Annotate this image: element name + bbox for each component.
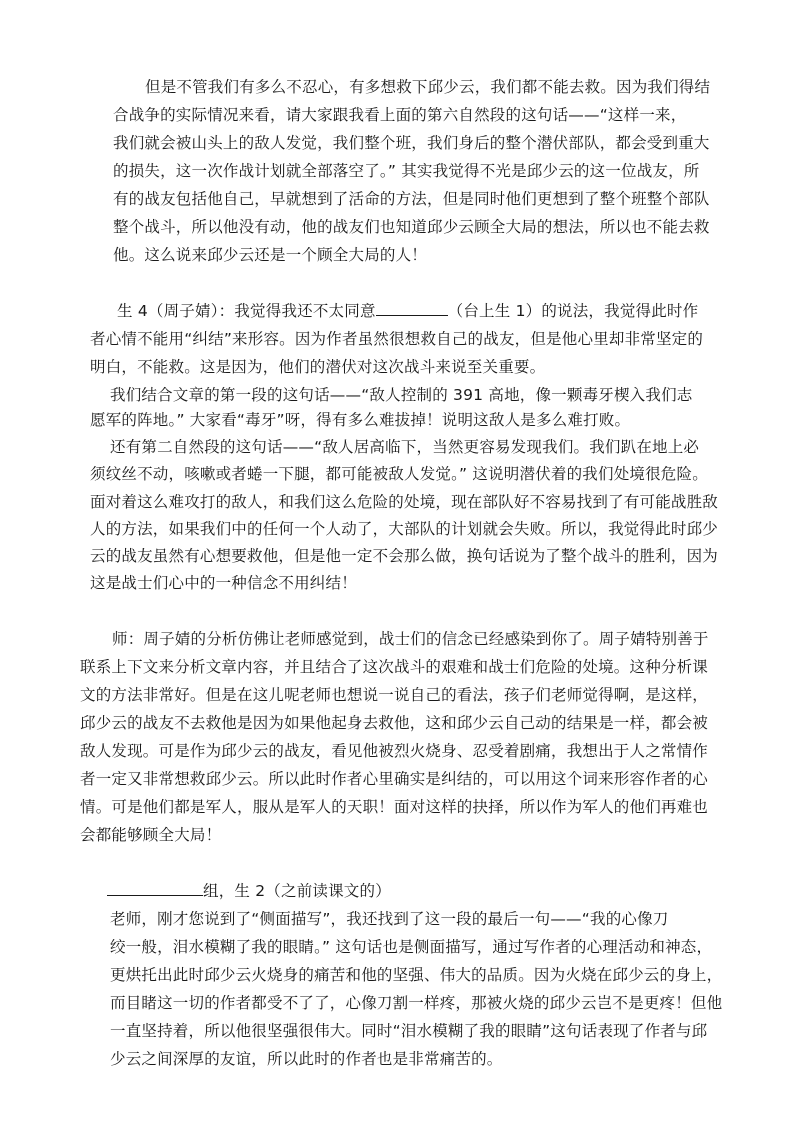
paragraph-2-line-1 (117, 297, 698, 325)
paragraph-4-line-5: 而目睹这一切的作者都受不了了，心像刀割一样疼，那被火烧的邱少云岂不是更疼！但他 (110, 994, 723, 1012)
paragraph-1-line-2: 合战争的实际情况来看，请大家跟我看上面的第六自然段的这句话——“这样一来， (113, 106, 687, 124)
paragraph-4-line-1 (107, 877, 391, 905)
paragraph-1-line-6: 整个战斗，所以他没有动，他的战友们也知道邱少云顾全大局的想法，所以也不能去救 (113, 218, 710, 236)
paragraph-1-line-1: 但是不管我们有多么不忍心，有多想救下邱少云，我们都不能去救。因为我们得结 (145, 78, 711, 96)
group-student-2-intro: 组，生 2（之前读课文的） (203, 882, 391, 900)
paragraph-4-line-2: 老师，刚才您说到了“侧面描写”，我还找到了这一段的最后一句——“我的心像刀 (110, 910, 669, 928)
paragraph-1-line-7: 他。这么说来邱少云还是一个顾全大局的人！ (113, 246, 428, 264)
paragraph-2-line-3: 明白，不能救。这是因为，他们的潜伏对这次战斗来说至关重要。 (90, 358, 546, 376)
paragraph-1-line-4: 的损失，这一次作战计划就全部落空了。” 其实我觉得不光是邱少云的这一位战友，所 (113, 162, 700, 180)
paragraph-3-line-5: 敌人发现。可是作为邱少云的战友，看见他被烈火烧身、忍受着剧痛，我想出于人之常情作 (80, 742, 709, 760)
student-4-intro: 生 4（周子婧）：我觉得我还不太同意 (117, 302, 376, 320)
paragraph-2-line-4: 我们结合文章的第一段的这句话——“敌人控制的 391 高地，像一颗毒牙楔入我们志 (110, 386, 693, 404)
paragraph-2-line-2: 者心情不能用“纠结”来形容。因为作者虽然很想救自己的战友，但是他心里却非常坚定的 (90, 330, 704, 348)
paragraph-2-line-5: 愿军的阵地。” 大家看“毒牙”呀，得有多么难拔掉！说明这敌人是多么难打败。 (90, 411, 631, 429)
paragraph-4-line-6: 一直坚持着，所以他很坚强很伟大。同时“泪水模糊了我的眼睛”这句话表现了作者与邱 (110, 1022, 708, 1040)
paragraph-3-line-6: 者一定又非常想救邱少云。所以此时作者心里确实是纠结的，可以用这个词来形容作者的心 (80, 770, 709, 788)
paragraph-2-line-11: 这是战士们心中的一种信念不用纠结！ (90, 574, 357, 592)
paragraph-3-line-4: 邱少云的战友不去救他是因为如果他起身去救他，这和邱少云自己动的结果是一样，都会被 (80, 714, 709, 732)
paragraph-3-line-1: 师：周子婧的分析仿佛让老师感觉到，战士们的信念已经感染到你了。周子婧特别善于 (112, 630, 709, 648)
student-1-reference: （台上生 1）的说法，我觉得此时作 (447, 302, 699, 320)
paragraph-3-line-2: 联系上下文来分析文章内容，并且结合了这次战斗的艰难和战士们危险的处境。这种分析课 (80, 658, 709, 676)
paragraph-2-line-6: 还有第二自然段的这句话——“敌人居高临下，当然更容易发现我们。我们趴在地上必 (110, 438, 700, 456)
paragraph-2-line-8: 面对着这么难攻打的敌人，和我们这么危险的处境，现在部队好不容易找到了有可能战胜敌 (90, 493, 719, 511)
paragraph-4-line-7: 少云之间深厚的友谊，所以此时的作者也是非常痛苦的。 (110, 1050, 503, 1068)
paragraph-3-line-7: 情。可是他们都是军人，服从是军人的天职！面对这样的抉择，所以作为军人的他们再难也 (80, 798, 709, 816)
paragraph-4-line-4: 更烘托出此时邱少云火烧身的痛苦和他的坚强、伟大的品质。因为火烧在邱少云的身上， (110, 966, 723, 984)
paragraph-2-line-7: 须纹丝不动，咳嗽或者蜷一下腿，都可能被敌人发觉。” 这说明潜伏着的我们处境很危险。 (90, 465, 708, 483)
fill-in-blank (376, 299, 448, 316)
paragraph-3-line-3: 文的方法非常好。但是在这儿呢老师也想说一说自己的看法，孩子们老师觉得啊，是这样， (80, 686, 709, 704)
paragraph-1-line-3: 我们就会被山头上的敌人发觉，我们整个班，我们身后的整个潜伏部队，都会受到重大 (113, 134, 710, 152)
paragraph-2-line-10: 云的战友虽然有心想要救他，但是他一定不会那么做，换句话说为了整个战斗的胜利，因为 (90, 547, 719, 565)
paragraph-1-line-5: 有的战友包括他自己，早就想到了活命的方法，但是同时他们更想到了整个班整个部队 (113, 190, 710, 208)
paragraph-3-line-8: 会都能够顾全大局！ (80, 826, 222, 844)
paragraph-4-line-3: 绞一般，泪水模糊了我的眼睛。” 这句话也是侧面描写，通过写作者的心理活动和神态， (110, 938, 713, 956)
paragraph-2-line-9: 人的方法，如果我们中的任何一个人动了，大部队的计划就会失败。所以，我觉得此时邱少 (90, 520, 719, 538)
group-fill-in-blank (107, 879, 203, 896)
